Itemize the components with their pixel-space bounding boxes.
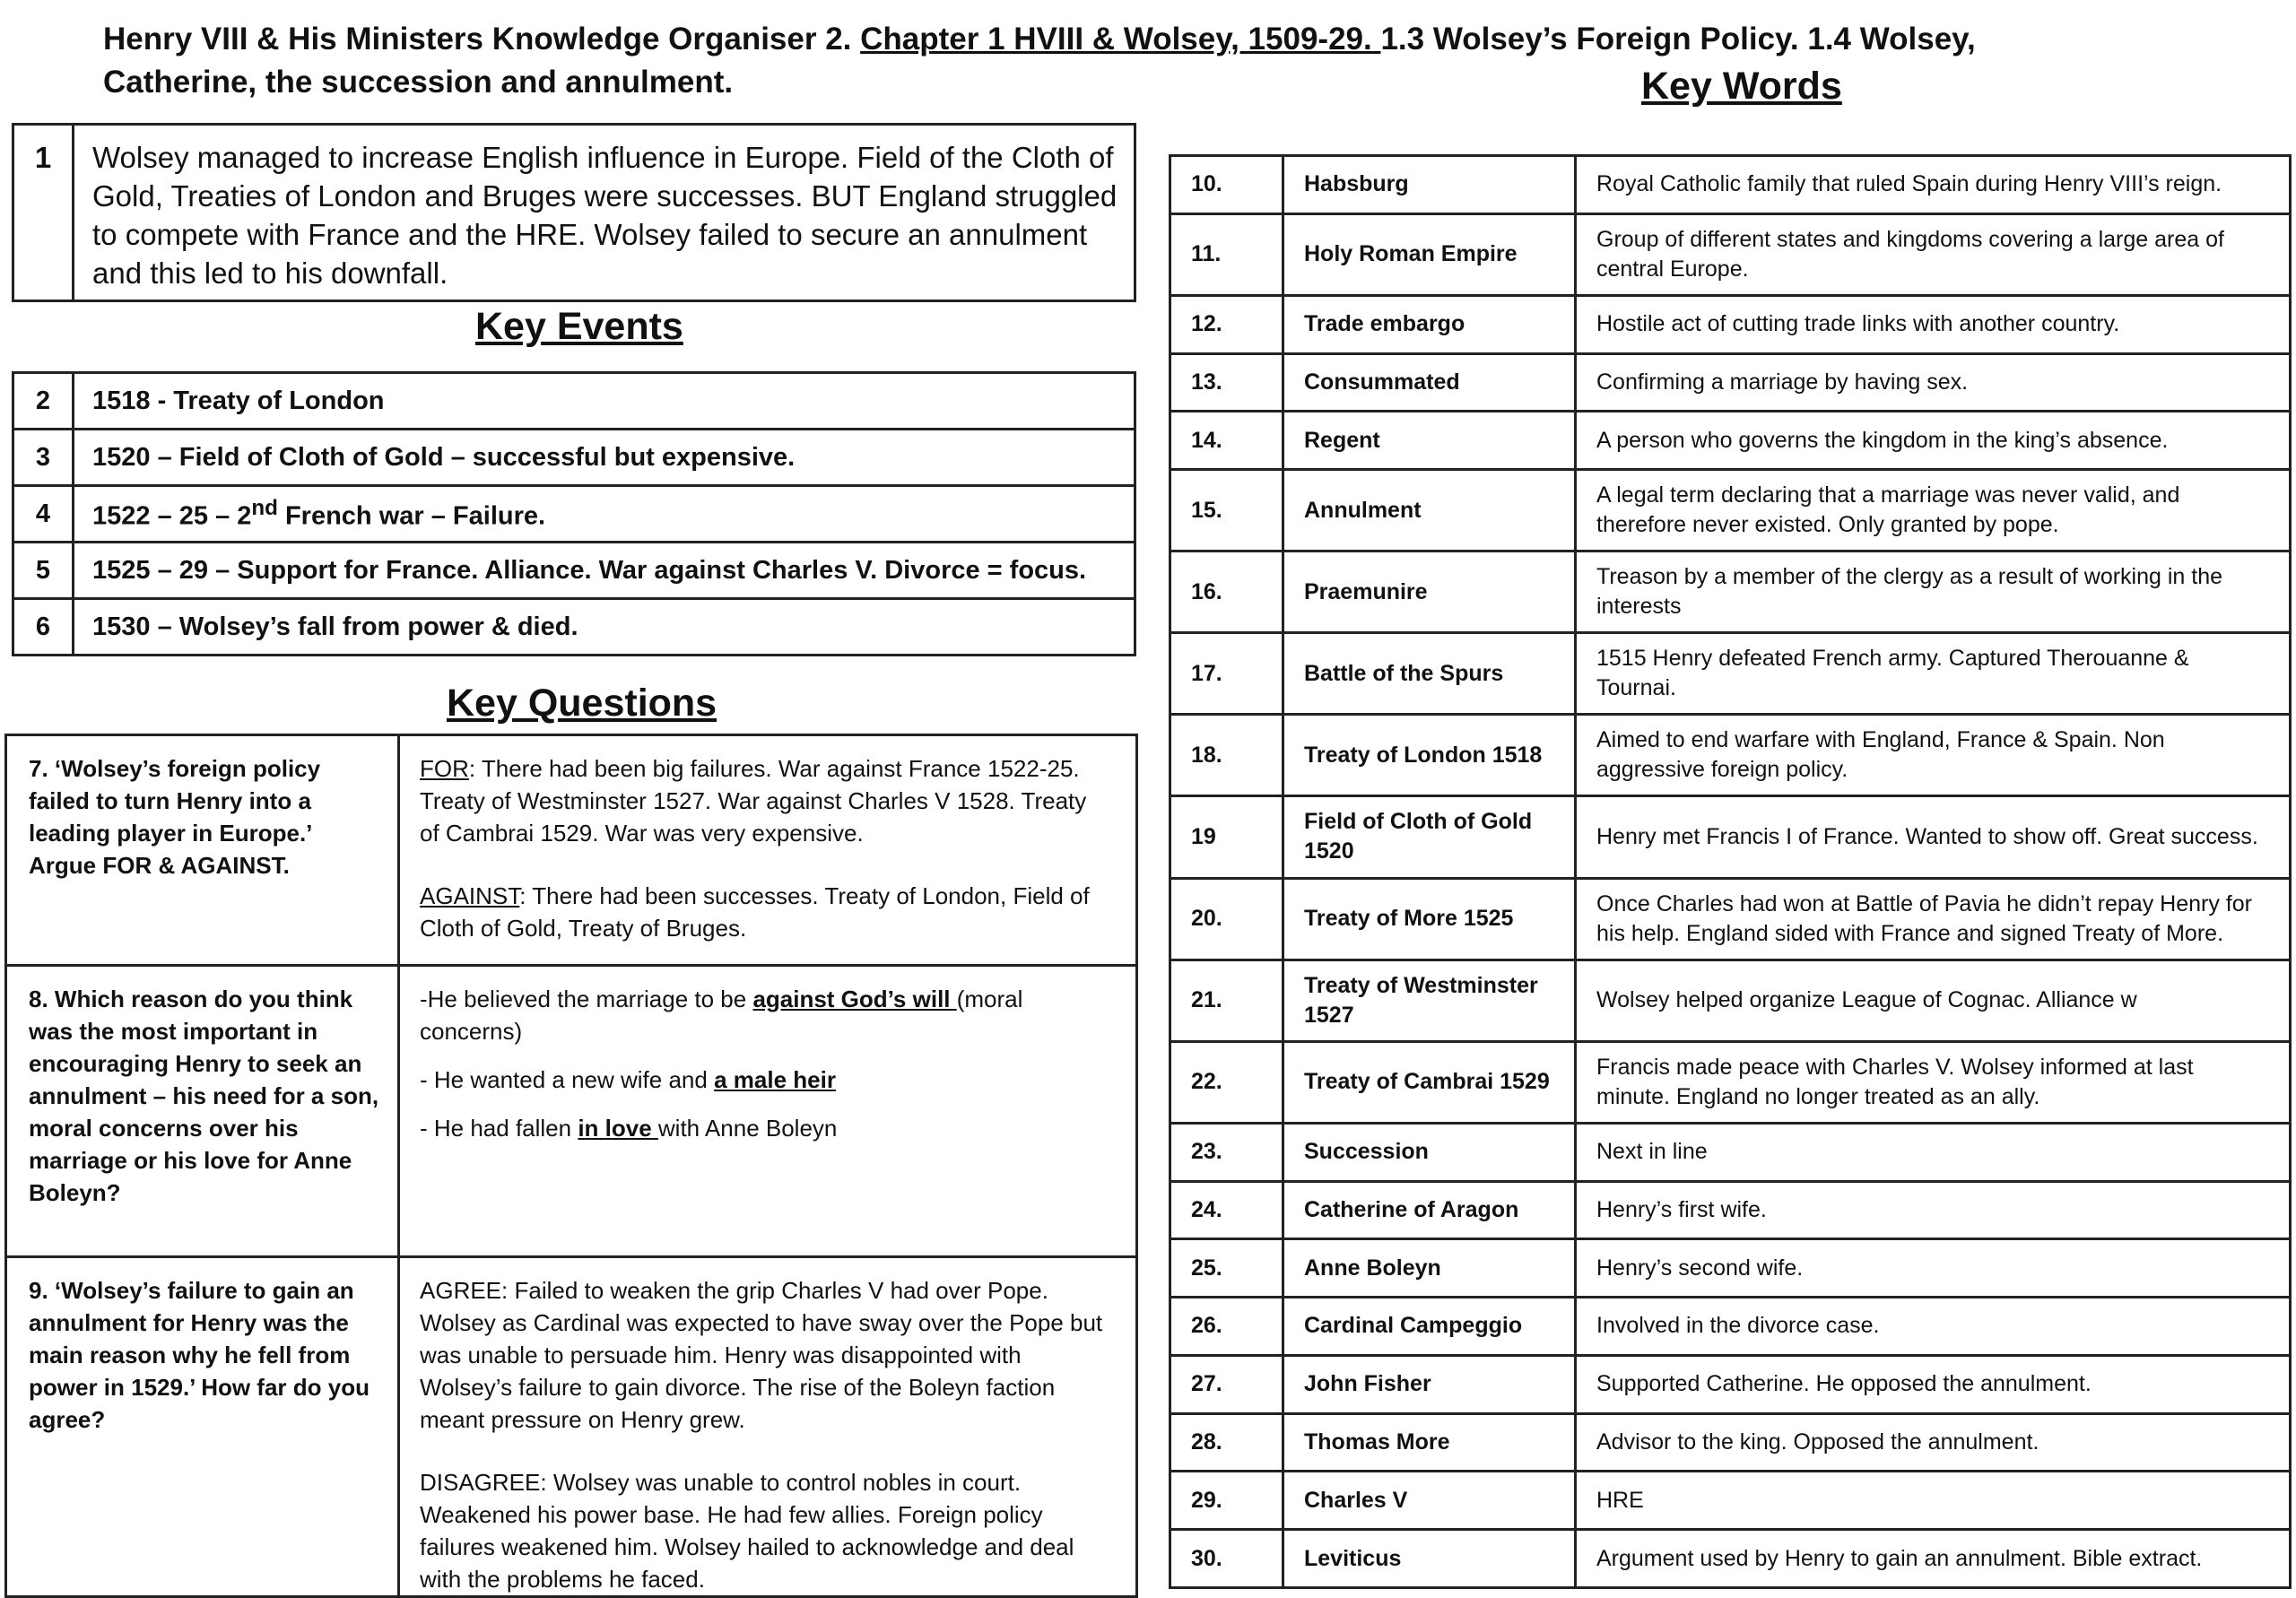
intro-text: Wolsey managed to increase English influence in Europe. Field of the Cloth of Gold, Treaties of London and Bruges were successes. BUT England struggled to compete with France and the HRE. Wolsey failed to secure an annulment and this led to his downfall. [74, 125, 1135, 301]
key-word-definition: Advisor to the king. Opposed the annulment. [1576, 1413, 2291, 1472]
event-row [13, 430, 1135, 486]
question-row [6, 1257, 1137, 1597]
key-word-number: 19 [1170, 796, 1283, 878]
agree-text: AGREE: Failed to weaken the grip Charles V had over Pope. Wolsey as Cardinal was expected to have sway over the Pope but was unable to persuade him. Henry was disappointed with Wolsey’s failure to gain divorce. The rise of the Boleyn faction meant pressure on Henry grew. [420, 1277, 1103, 1433]
key-word-definition: Treason by a member of the clergy as a result of working in the interests [1576, 551, 2291, 633]
key-word-definition: Next in line [1576, 1123, 2291, 1181]
key-word-row [1170, 470, 2291, 551]
answer-8-point-3: - He had fallen in love with Anne Boleyn [420, 1115, 838, 1142]
for-label: FOR [420, 755, 469, 782]
event-number: 5 [13, 543, 74, 599]
key-word-row [1170, 213, 2291, 295]
key-word-row [1170, 960, 2291, 1041]
key-word-number: 29. [1170, 1472, 1283, 1530]
question-row [6, 735, 1137, 966]
key-word-definition: Involved in the divorce case. [1576, 1298, 2291, 1356]
event-text: 1525 – 29 – Support for France. Alliance. War against Charles V. Divorce = focus. [74, 543, 1135, 599]
event-text: 1520 – Field of Cloth of Gold – successful but expensive. [74, 430, 1135, 486]
key-word-number: 23. [1170, 1123, 1283, 1181]
key-word-number: 14. [1170, 412, 1283, 470]
key-words-table [1169, 154, 2292, 1589]
key-events-heading: Key Events [475, 305, 683, 348]
key-word-definition: A legal term declaring that a marriage was never valid, and therefore never existed. Only granted by pope. [1576, 470, 2291, 551]
chapter-title: Chapter 1 HVIII & Wolsey, 1509-29. [860, 22, 1381, 56]
key-word-term: Succession [1283, 1123, 1576, 1181]
key-word-definition: Henry met Francis I of France. Wanted to show off. Great success. [1576, 796, 2291, 878]
key-word-row [1170, 796, 2291, 878]
key-word-term: Anne Boleyn [1283, 1239, 1576, 1298]
key-word-number: 21. [1170, 960, 1283, 1041]
event-number: 3 [13, 430, 74, 486]
key-word-number: 17. [1170, 633, 1283, 715]
key-word-row [1170, 1530, 2291, 1588]
key-word-term: Treaty of Westminster 1527 [1283, 960, 1576, 1041]
key-word-row [1170, 715, 2291, 796]
event-row [13, 373, 1135, 430]
key-word-term: Treaty of London 1518 [1283, 715, 1576, 796]
key-word-number: 15. [1170, 470, 1283, 551]
key-word-row [1170, 1298, 2291, 1356]
event-number: 6 [13, 599, 74, 656]
key-word-definition: Supported Catherine. He opposed the annulment. [1576, 1355, 2291, 1413]
key-word-term: Praemunire [1283, 551, 1576, 633]
key-word-number: 11. [1170, 213, 1283, 295]
key-word-number: 10. [1170, 156, 1283, 214]
key-word-definition: Wolsey helped organize League of Cognac. Alliance w [1576, 960, 2291, 1041]
key-events-table [12, 371, 1136, 656]
key-word-term: Field of Cloth of Gold 1520 [1283, 796, 1576, 878]
question-7: 7. ‘Wolsey’s foreign policy failed to turn Henry into a leading player in Europe.’ Argue FOR & AGAINST. [6, 735, 399, 966]
key-word-row [1170, 1181, 2291, 1239]
key-word-definition: HRE [1576, 1472, 2291, 1530]
event-number: 4 [13, 486, 74, 543]
key-word-term: Charles V [1283, 1472, 1576, 1530]
event-row [13, 486, 1135, 543]
key-word-term: Regent [1283, 412, 1576, 470]
key-word-definition: Once Charles had won at Battle of Pavia he didn’t repay Henry for his help. England sided with France and signed Treaty of More. [1576, 878, 2291, 960]
key-word-number: 18. [1170, 715, 1283, 796]
key-word-number: 13. [1170, 353, 1283, 412]
key-word-term: Cardinal Campeggio [1283, 1298, 1576, 1356]
question-row [6, 966, 1137, 1257]
key-word-definition: Hostile act of cutting trade links with another country. [1576, 295, 2291, 353]
key-word-row [1170, 1041, 2291, 1123]
key-word-row [1170, 1239, 2291, 1298]
key-word-term: John Fisher [1283, 1355, 1576, 1413]
key-word-definition: Group of different states and kingdoms covering a large area of central Europe. [1576, 213, 2291, 295]
key-word-number: 24. [1170, 1181, 1283, 1239]
key-word-number: 28. [1170, 1413, 1283, 1472]
key-word-row [1170, 1355, 2291, 1413]
key-word-term: Treaty of Cambrai 1529 [1283, 1041, 1576, 1123]
key-word-number: 20. [1170, 878, 1283, 960]
key-word-term: Catherine of Aragon [1283, 1181, 1576, 1239]
key-word-number: 30. [1170, 1530, 1283, 1588]
key-word-term: Battle of the Spurs [1283, 633, 1576, 715]
key-word-row [1170, 412, 2291, 470]
question-8: 8. Which reason do you think was the most important in encouraging Henry to seek an annulment – his need for a son, moral concerns over his marriage or his love for Anne Boleyn? [6, 966, 399, 1257]
key-word-number: 12. [1170, 295, 1283, 353]
answer-7 [399, 735, 1137, 966]
event-row [13, 599, 1135, 656]
key-word-row [1170, 551, 2291, 633]
key-questions-heading: Key Questions [447, 682, 718, 725]
key-word-definition: Royal Catholic family that ruled Spain during Henry VIII’s reign. [1576, 156, 2291, 214]
key-word-term: Holy Roman Empire [1283, 213, 1576, 295]
key-word-term: Consummated [1283, 353, 1576, 412]
page-title: Henry VIII & His Ministers Knowledge Organiser 2. Chapter 1 HVIII & Wolsey, 1509-29. 1.3 Wolsey’s Foreign Policy. 1.4 Wolsey, Catherine, the succession and annulment. [103, 22, 1976, 100]
intro-number: 1 [13, 125, 74, 301]
key-word-number: 16. [1170, 551, 1283, 633]
key-questions-table [4, 734, 1138, 1598]
key-word-definition: Henry’s second wife. [1576, 1239, 2291, 1298]
key-word-definition: A person who governs the kingdom in the king’s absence. [1576, 412, 2291, 470]
key-word-number: 27. [1170, 1355, 1283, 1413]
event-number: 2 [13, 373, 74, 430]
key-words-heading: Key Words [1641, 65, 1842, 108]
key-word-term: Annulment [1283, 470, 1576, 551]
key-word-definition: Argument used by Henry to gain an annulment. Bible extract. [1576, 1530, 2291, 1588]
answer-9 [399, 1257, 1137, 1597]
key-word-row [1170, 295, 2291, 353]
key-word-row [1170, 1472, 2291, 1530]
event-text: 1518 - Treaty of London [74, 373, 1135, 430]
key-word-term: Thomas More [1283, 1413, 1576, 1472]
key-word-row [1170, 156, 2291, 214]
key-word-definition: 1515 Henry defeated French army. Captured Therouanne & Tournai. [1576, 633, 2291, 715]
key-word-definition: Confirming a marriage by having sex. [1576, 353, 2291, 412]
disagree-text: DISAGREE: Wolsey was unable to control nobles in court. Weakened his power base. He had few allies. Foreign policy failures weakened him. Wolsey hailed to acknowledge and deal with the problems he faced. [420, 1469, 1074, 1593]
key-word-definition: Henry’s first wife. [1576, 1181, 2291, 1239]
key-word-definition: Francis made peace with Charles V. Wolsey informed at last minute. England no longer treated as an ally. [1576, 1041, 2291, 1123]
key-word-row [1170, 878, 2291, 960]
key-word-term: Habsburg [1283, 156, 1576, 214]
key-word-row [1170, 353, 2291, 412]
key-word-definition: Aimed to end warfare with England, France & Spain. Non aggressive foreign policy. [1576, 715, 2291, 796]
key-word-row [1170, 1123, 2291, 1181]
key-word-row [1170, 1413, 2291, 1472]
key-word-number: 22. [1170, 1041, 1283, 1123]
key-word-term: Treaty of More 1525 [1283, 878, 1576, 960]
answer-8-point-1: -He believed the marriage to be against God’s will (moral concerns) [420, 986, 1023, 1045]
intro-box [12, 123, 1136, 302]
against-text: : There had been successes. Treaty of London, Field of Cloth of Gold, Treaty of Bruges. [420, 882, 1090, 942]
answer-8 [399, 966, 1137, 1257]
key-word-number: 25. [1170, 1239, 1283, 1298]
key-word-row [1170, 633, 2291, 715]
question-9: 9. ‘Wolsey’s failure to gain an annulment for Henry was the main reason why he fell from power in 1529.’ How far do you agree? [6, 1257, 399, 1597]
key-word-number: 26. [1170, 1298, 1283, 1356]
event-row [13, 543, 1135, 599]
key-word-term: Trade embargo [1283, 295, 1576, 353]
event-text: 1522 – 25 – 2nd French war – Failure. [74, 486, 1135, 543]
key-word-term: Leviticus [1283, 1530, 1576, 1588]
event-text: 1530 – Wolsey’s fall from power & died. [74, 599, 1135, 656]
against-label: AGAINST [420, 882, 520, 909]
for-text: : There had been big failures. War against France 1522-25. Treaty of Westminster 1527. War against Charles V 1528. Treaty of Cambrai 1529. War was very expensive. [420, 755, 1087, 847]
answer-8-point-2: - He wanted a new wife and a male heir [420, 1066, 836, 1093]
